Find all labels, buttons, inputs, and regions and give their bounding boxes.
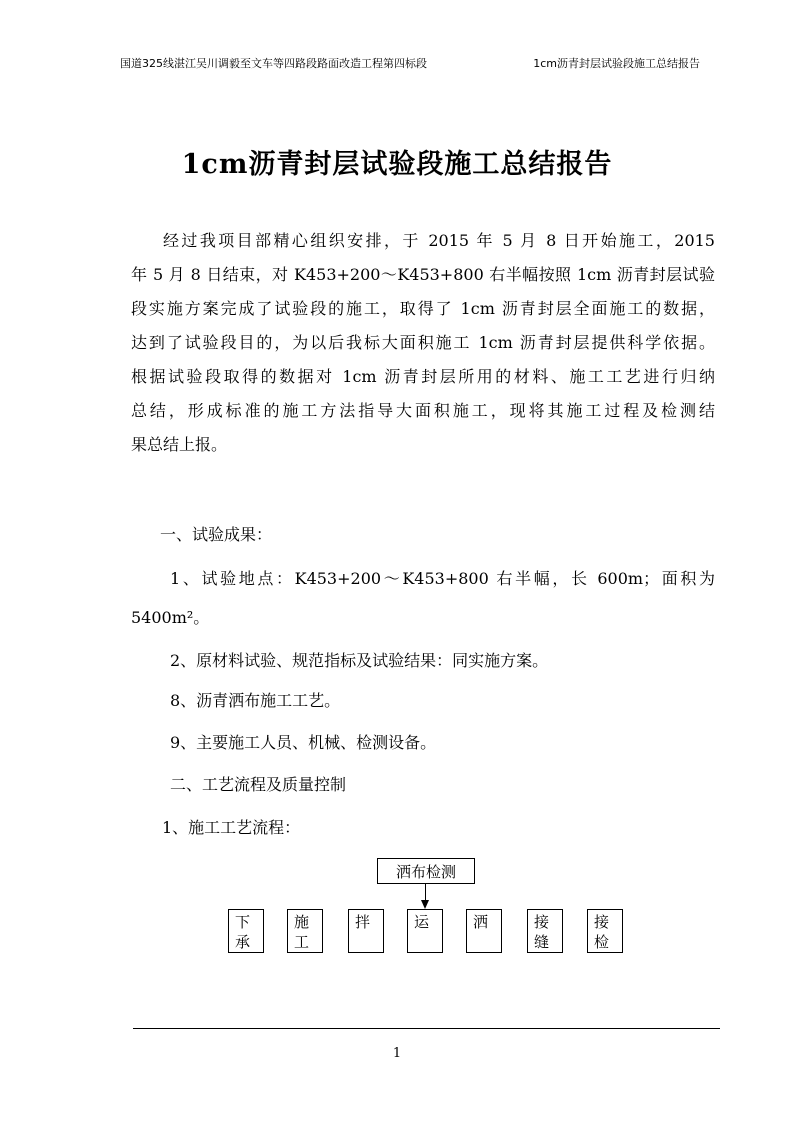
intro-line: 总结，形成标准的施工方法指导大面积施工，现将其施工过程及检测结 [131, 401, 715, 420]
document-title: 1cm沥青封层试验段施工总结报告 [181, 149, 613, 180]
item-test-area: 5400m²。 [131, 608, 210, 627]
flow-step-text: 施 [294, 913, 310, 931]
flow-step-7 [587, 909, 623, 953]
header-report-name: 1cm沥青封层试验段施工总结报告 [533, 57, 700, 70]
flow-step-text: 工 [294, 933, 310, 951]
intro-line: 年 5 月 8 日结束，对 K453+200～K453+800 右半幅按照 1cm 沥青封层试验 [131, 265, 715, 284]
flow-step-6 [527, 909, 563, 953]
intro-line: 根据试验段取得的数据对 1cm 沥青封层所用的材料、施工工艺进行归纳 [131, 367, 715, 386]
flow-step-text: 接 [594, 913, 610, 931]
intro-line: 段实施方案完成了试验段的施工，取得了 1cm 沥青封层全面施工的数据， [131, 299, 715, 318]
intro-line: 达到了试验段目的，为以后我标大面积施工 1cm 沥青封层提供科学依据。 [131, 333, 715, 352]
intro-paragraph [131, 224, 715, 462]
flow-step-text: 洒 [473, 913, 489, 931]
flow-step-2 [287, 909, 323, 953]
header-project-name: 国道325线湛江吴川调毅至文车等四路段路面改造工程第四标段 [120, 57, 427, 70]
flow-step-1 [228, 909, 264, 953]
flow-step-4 [407, 909, 443, 953]
item-personnel-equipment: 9、主要施工人员、机械、检测设备。 [170, 733, 437, 752]
item-materials: 2、原材料试验、规范指标及试验结果：同实施方案。 [170, 651, 549, 670]
flow-arrow-down-icon [421, 900, 429, 909]
flow-step-text: 下 [235, 913, 251, 931]
flow-step-text: 接 [534, 913, 550, 931]
intro-line: 果总结上报。 [131, 435, 228, 454]
item-test-location: 1、试验地点：K453+200～K453+800 右半幅，长 600m；面积为 [170, 569, 715, 588]
flow-box-spray-inspection: 洒布检测 [377, 858, 475, 884]
section-heading-process: 二、工艺流程及质量控制 [170, 775, 347, 794]
flow-step-text: 拌 [355, 913, 371, 931]
flow-step-text: 缝 [534, 933, 550, 951]
subsection-flow: 1、施工工艺流程： [162, 818, 301, 837]
flow-step-3 [348, 909, 384, 953]
section-heading-results: 一、试验成果： [160, 525, 273, 544]
flow-step-text: 运 [414, 913, 430, 931]
footer-divider [133, 1028, 720, 1029]
flow-step-text: 检 [594, 933, 610, 951]
intro-line: 经过我项目部精心组织安排，于 2015 年 5 月 8 日开始施工，2015 [163, 231, 715, 250]
page-number: 1 [392, 1046, 402, 1061]
item-spraying-process: 8、沥青洒布施工工艺。 [170, 691, 341, 710]
flow-step-text: 承 [235, 933, 251, 951]
flow-step-5 [466, 909, 502, 953]
